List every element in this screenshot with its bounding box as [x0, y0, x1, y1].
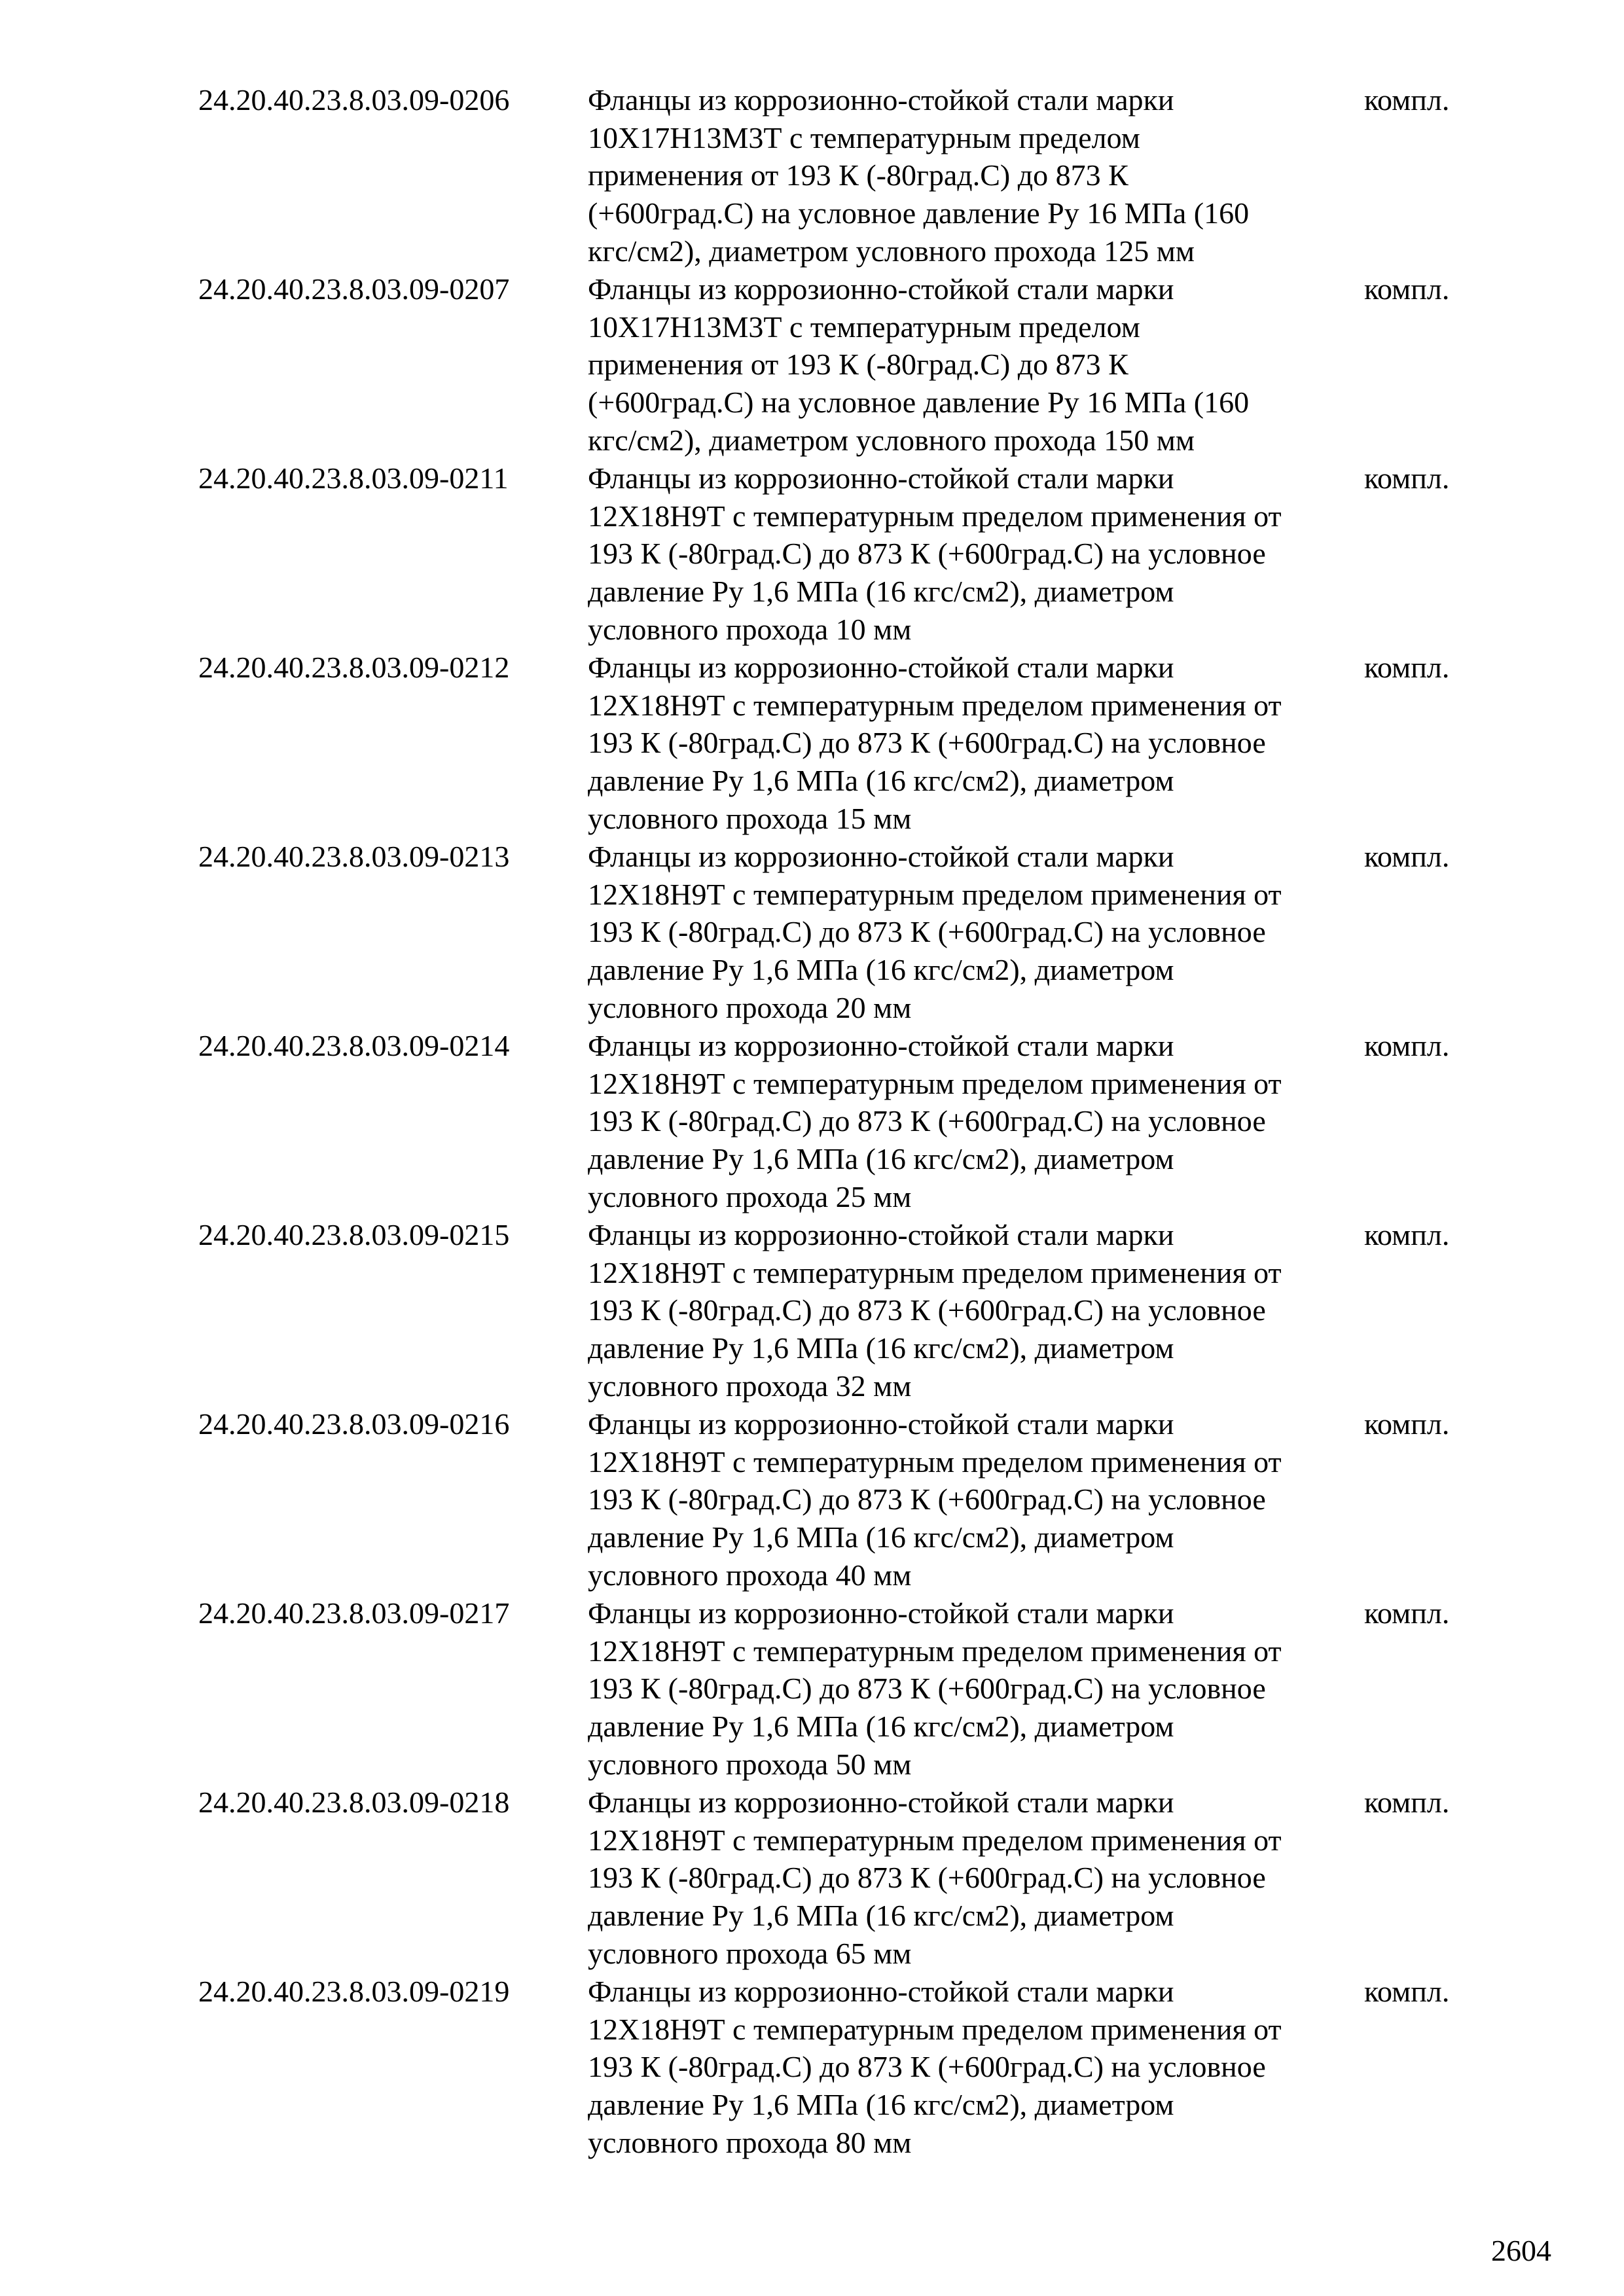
table-row: [0, 1594, 1624, 1784]
item-code: 24.20.40.23.8.03.09-0216: [198, 1407, 510, 1441]
item-description: Фланцы из коррозионно-стойкой стали марки 12Х18Н9Т с температурным пределом применения от 193 К (-80град.С) до 873 К (+600град.С) на условное давление Ру 1,6 МПа (16 кгс/см2), диаметром условного прохода 15 мм: [588, 651, 1282, 835]
table-row: [0, 270, 1624, 460]
item-unit: компл.: [1364, 1785, 1450, 1819]
table-row: [0, 1216, 1624, 1406]
item-code: 24.20.40.23.8.03.09-0213: [198, 840, 510, 873]
item-description: Фланцы из коррозионно-стойкой стали марки 12Х18Н9Т с температурным пределом применения от 193 К (-80град.С) до 873 К (+600град.С) на условное давление Ру 1,6 МПа (16 кгс/см2), диаметром условного прохода 20 мм: [588, 840, 1282, 1024]
item-unit: компл.: [1364, 1975, 1450, 2008]
table-row: [0, 1405, 1624, 1595]
table-row: [0, 649, 1624, 838]
table-row: [0, 81, 1624, 271]
item-description: Фланцы из коррозионно-стойкой стали марки 12Х18Н9Т с температурным пределом применения от 193 К (-80град.С) до 873 К (+600град.С) на условное давление Ру 1,6 МПа (16 кгс/см2), диаметром условного прохода 65 мм: [588, 1785, 1282, 1970]
item-unit: компл.: [1364, 1596, 1450, 1630]
item-code: 24.20.40.23.8.03.09-0211: [198, 461, 509, 495]
item-unit: компл.: [1364, 461, 1450, 495]
item-description: Фланцы из коррозионно-стойкой стали марки 12Х18Н9Т с температурным пределом применения от 193 К (-80град.С) до 873 К (+600град.С) на условное давление Ру 1,6 МПа (16 кгс/см2), диаметром условного прохода 25 мм: [588, 1029, 1282, 1213]
item-unit: компл.: [1364, 651, 1450, 684]
table-row: [0, 1784, 1624, 1973]
item-unit: компл.: [1364, 1407, 1450, 1441]
item-code: 24.20.40.23.8.03.09-0214: [198, 1029, 510, 1062]
table-row: [0, 838, 1624, 1028]
table-row: [0, 1973, 1624, 2162]
item-description: Фланцы из коррозионно-стойкой стали марки 10Х17Н13М3Т с температурным пределом применения от 193 К (-80град.С) до 873 К (+600град.С) на условное давление Ру 16 МПа (160 кгс/см2), диаметром условного прохода 150 мм: [588, 272, 1250, 457]
item-description: Фланцы из коррозионно-стойкой стали марки 12Х18Н9Т с температурным пределом применения от 193 К (-80град.С) до 873 К (+600град.С) на условное давление Ру 1,6 МПа (16 кгс/см2), диаметром условного прохода 50 мм: [588, 1596, 1282, 1781]
item-code: 24.20.40.23.8.03.09-0218: [198, 1785, 510, 1819]
item-unit: компл.: [1364, 272, 1450, 306]
item-code: 24.20.40.23.8.03.09-0217: [198, 1596, 510, 1630]
item-unit: компл.: [1364, 1218, 1450, 1251]
item-description: Фланцы из коррозионно-стойкой стали марки 10Х17Н13М3Т с температурным пределом применения от 193 К (-80град.С) до 873 К (+600град.С) на условное давление Ру 16 МПа (160 кгс/см2), диаметром условного прохода 125 мм: [588, 83, 1250, 268]
item-unit: компл.: [1364, 1029, 1450, 1062]
item-description: Фланцы из коррозионно-стойкой стали марки 12Х18Н9Т с температурным пределом применения от 193 К (-80град.С) до 873 К (+600град.С) на условное давление Ру 1,6 МПа (16 кгс/см2), диаметром условного прохода 40 мм: [588, 1407, 1282, 1592]
item-unit: компл.: [1364, 840, 1450, 873]
item-description: Фланцы из коррозионно-стойкой стали марки 12Х18Н9Т с температурным пределом применения от 193 К (-80град.С) до 873 К (+600град.С) на условное давление Ру 1,6 МПа (16 кгс/см2), диаметром условного прохода 80 мм: [588, 1975, 1282, 2159]
item-unit: компл.: [1364, 83, 1450, 117]
table-row: [0, 1027, 1624, 1217]
table-row: [0, 459, 1624, 649]
page-number: 2604: [1491, 2234, 1551, 2267]
item-code: 24.20.40.23.8.03.09-0212: [198, 651, 510, 684]
item-code: 24.20.40.23.8.03.09-0207: [198, 272, 510, 306]
item-code: 24.20.40.23.8.03.09-0219: [198, 1975, 510, 2008]
item-code: 24.20.40.23.8.03.09-0206: [198, 83, 510, 117]
item-description: Фланцы из коррозионно-стойкой стали марки 12Х18Н9Т с температурным пределом применения от 193 К (-80град.С) до 873 К (+600град.С) на условное давление Ру 1,6 МПа (16 кгс/см2), диаметром условного прохода 32 мм: [588, 1218, 1282, 1403]
item-description: Фланцы из коррозионно-стойкой стали марки 12Х18Н9Т с температурным пределом применения от 193 К (-80град.С) до 873 К (+600град.С) на условное давление Ру 1,6 МПа (16 кгс/см2), диаметром условного прохода 10 мм: [588, 461, 1282, 646]
item-code: 24.20.40.23.8.03.09-0215: [198, 1218, 510, 1251]
